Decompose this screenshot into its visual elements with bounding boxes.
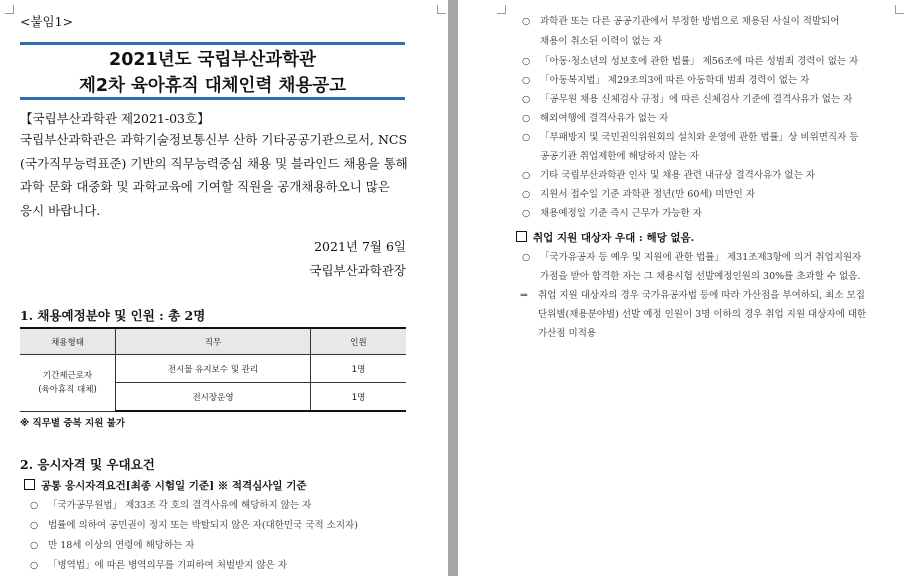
page-gap [448, 0, 458, 576]
list-item [522, 205, 702, 219]
list-item-text: 「병역법」에 따른 병역의무를 기피하여 처벌받지 않은 자 [48, 560, 288, 571]
page-corner-mark [895, 5, 904, 14]
list-item-continuation: 가점을 받아 합격한 자는 그 채용시험 선발예정인원의 30%를 초과할 수 없음. [540, 271, 861, 282]
employment-type-cell [20, 355, 116, 412]
list-item [522, 186, 755, 200]
list-item-text: 채용예정일 기준 즉시 근무가 가능한 자 [540, 208, 702, 219]
employment-type-line1: 기간제근로자 [42, 370, 93, 381]
circle-bullet-icon: ○ [522, 94, 531, 105]
circle-bullet-icon: ○ [522, 16, 531, 27]
list-item [30, 517, 358, 531]
list-item-text: 취업 지원 대상자의 경우 국가유공자법 등에 따라 가산점을 부여하되, 최소 모집 [538, 290, 865, 301]
list-item-text: 「국가공무원법」 제33조 각 호의 결격사유에 해당하지 않는 자 [48, 500, 312, 511]
table-header: 직무 [116, 328, 311, 355]
table-note: ※ 직무별 중복 지원 불가 [20, 418, 126, 429]
list-item-text: 기타 국립부산과학관 인사 및 채용 관련 내규상 결격사유가 없는 자 [540, 170, 815, 181]
list-item [522, 53, 858, 67]
list-item-continuation: 가산점 미적용 [538, 328, 597, 339]
list-item-text: 해외여행에 결격사유가 없는 자 [540, 113, 669, 124]
circle-bullet-icon: ○ [522, 75, 531, 86]
title-top-rule [20, 42, 405, 45]
list-item [30, 497, 311, 511]
common-qualification-text: 공통 응시자격요건[최종 시험일 기준] ※ 적격심사일 기준 [41, 480, 307, 492]
intro-line: (국가직무능력표준) 기반의 직무능력중심 채용 및 블라인드 채용을 통해 [20, 155, 408, 171]
circle-bullet-icon: ○ [522, 132, 531, 143]
table-header: 채용형태 [20, 328, 116, 355]
section1-title: 1. 채용예정분야 및 인원 : 총 2명 [20, 308, 206, 323]
page-title-line2: 제2차 육아휴직 대체인력 채용공고 [78, 76, 347, 96]
list-item-text: 「부패방지 및 국민권익위원회의 설치와 운영에 관한 법률」상 비위면직자 등 [540, 132, 859, 143]
page-corner-mark [437, 5, 446, 14]
common-qualification-heading [24, 478, 307, 493]
page-corner-mark [497, 5, 506, 14]
list-item [30, 557, 287, 571]
table-row [20, 355, 406, 383]
checkbox-square-icon [24, 479, 35, 490]
notice-date: 2021년 7월 6일 [314, 239, 406, 254]
list-item [522, 167, 815, 181]
list-item [522, 91, 852, 105]
list-item [520, 287, 865, 301]
list-item [522, 13, 839, 27]
document-page-left [0, 0, 448, 576]
circle-bullet-icon: ○ [30, 560, 39, 571]
employment-type-line2: (육아휴직 대체) [38, 384, 97, 395]
title-bottom-rule [20, 97, 405, 100]
circle-bullet-icon: ○ [522, 170, 531, 181]
preference-heading [516, 230, 694, 245]
intro-paragraph [20, 128, 406, 223]
recruitment-table [20, 327, 406, 412]
page-title-line1: 2021년도 국립부산과학관 [109, 50, 316, 70]
list-item [522, 110, 668, 124]
list-item [522, 129, 858, 143]
notice-number: 【국립부산과학관 제2021-03호】 [20, 111, 210, 126]
notice-signer: 국립부산과학관장 [309, 263, 406, 278]
list-item-text: 과학관 또는 다른 공공기관에서 부정한 방법으로 채용된 사실이 적발되어 [540, 16, 840, 27]
duty-cell: 전시물 유지보수 및 관리 [116, 355, 311, 383]
list-item [522, 249, 861, 263]
duty-cell: 전시장운영 [116, 383, 311, 412]
list-item-continuation: 공공기관 취업제한에 해당하지 않는 자 [540, 151, 699, 162]
list-item [522, 72, 809, 86]
checkbox-square-icon [516, 231, 527, 242]
list-item [30, 537, 195, 551]
list-item-text: 법률에 의하여 공민권이 정지 또는 박탈되지 않은 자(대한민국 국적 소지자) [48, 520, 358, 531]
document-page-right [458, 0, 908, 576]
intro-line: 응시 바랍니다. [20, 203, 101, 219]
intro-line: 과학 문화 대중화 및 과학교육에 기여할 직원을 공개채용하오니 많은 [20, 179, 390, 195]
list-item-text: 「공무원 채용 신체검사 규정」에 따른 신체검사 기준에 결격사유가 없는 자 [540, 94, 853, 105]
count-cell: 1명 [311, 355, 407, 383]
count-cell: 1명 [311, 383, 407, 412]
list-item-continuation: 단위별(채용분야별) 선발 예정 인원이 3명 이하의 경우 취업 지원 대상자에 대한 [538, 309, 867, 320]
list-item-text: 「아동복지법」 제29조의3에 따른 아동학대 범죄 경력이 없는 자 [540, 75, 810, 86]
table-header: 인원 [311, 328, 407, 355]
circle-bullet-icon: ○ [522, 189, 531, 200]
circle-bullet-icon: ○ [30, 540, 39, 551]
circle-bullet-icon: ○ [522, 113, 531, 124]
circle-bullet-icon: ○ [30, 500, 39, 511]
circle-bullet-icon: ○ [522, 208, 531, 219]
section2-title: 2. 응시자격 및 우대요건 [20, 457, 155, 472]
circle-bullet-icon: ○ [522, 56, 531, 67]
list-item-text: 만 18세 이상의 연령에 해당하는 자 [48, 540, 195, 551]
preference-heading-text: 취업 지원 대상자 우대 : 해당 없음. [533, 232, 695, 244]
attachment-label: <붙임1> [20, 14, 74, 29]
list-item-text: 「아동·청소년의 성보호에 관한 법률」 제56조에 따른 성범죄 경력이 없는 자 [540, 56, 859, 67]
page-corner-mark [5, 5, 14, 14]
list-item-continuation: 채용이 취소된 이력이 없는 자 [540, 36, 663, 47]
arrow-bullet-icon: ⇒ [520, 290, 528, 301]
circle-bullet-icon: ○ [30, 520, 39, 531]
list-item-text: 「국가유공자 등 예우 및 지원에 관한 법률」 제31조제3항에 의거 취업지원자 [540, 252, 862, 263]
circle-bullet-icon: ○ [522, 252, 531, 263]
list-item-text: 지원서 접수일 기준 과학관 정년(만 60세) 미만인 자 [540, 189, 756, 200]
intro-line: 국립부산과학관은 과학기술정보통신부 산하 기타공공기관으로서, NCS [20, 132, 408, 147]
